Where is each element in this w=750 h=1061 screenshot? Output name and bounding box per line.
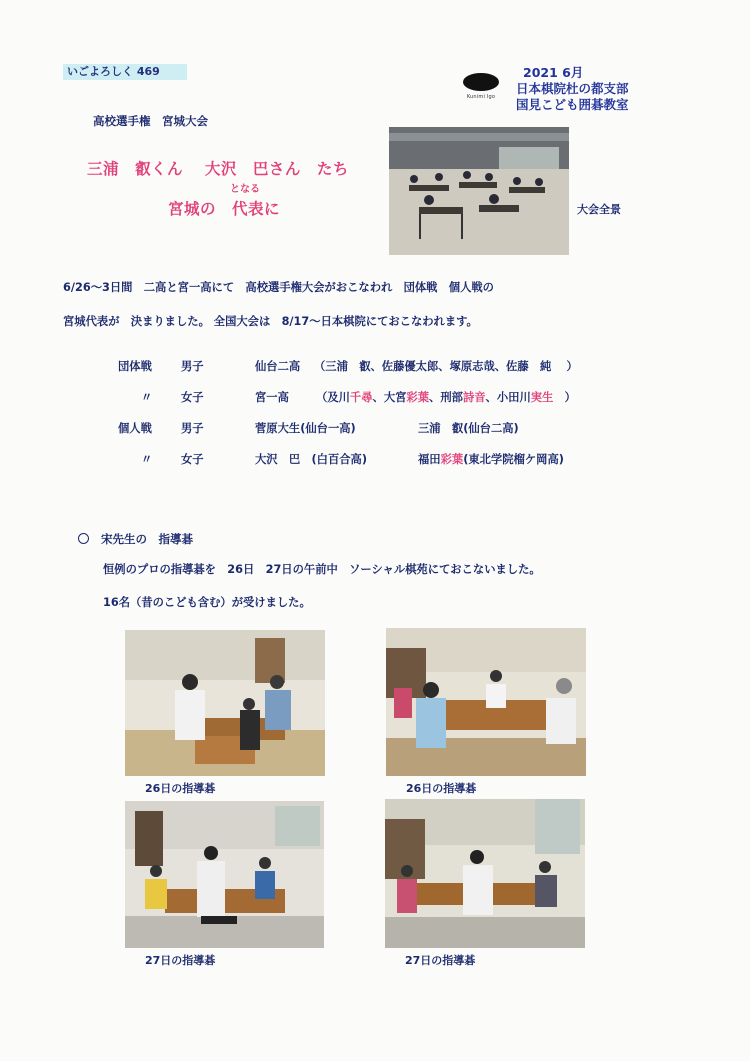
- lesson-photo-4-caption: 27日の指導碁: [405, 954, 476, 967]
- go-stone-icon: [463, 73, 499, 91]
- result-sex: 男子: [181, 360, 204, 373]
- result-cat: 団体戦: [118, 360, 152, 373]
- tournament-photo-caption: 大会全景: [577, 203, 621, 216]
- lesson-photo-3: [125, 801, 324, 948]
- result-cat: 〃: [141, 391, 153, 404]
- circle-bullet-icon: [78, 533, 89, 544]
- logo-text: Kunimi Igo: [466, 94, 496, 100]
- tournament-photo: [389, 127, 569, 255]
- lesson-line-1: 恒例のプロの指導碁を 26日 27日の午前中 ソーシャル棋苑にておこないました。: [103, 563, 541, 576]
- lesson-photo-1: [125, 630, 325, 776]
- lesson-photo-3-caption: 27日の指導碁: [145, 954, 216, 967]
- article-para-1: 6/26～3日間 二高と宮一高にて 高校選手権大会がおこなわれ 団体戦 個人戦の: [63, 281, 494, 294]
- org-classroom: 国見こども囲碁教室: [516, 97, 629, 112]
- result-school: 菅原大生(仙台一高): [255, 422, 356, 435]
- lesson-line-2: 16名（昔のこども含む）が受けました。: [103, 596, 311, 609]
- result-sex: 男子: [181, 422, 204, 435]
- headline-small: となる: [230, 184, 260, 195]
- result-cat: 個人戦: [118, 422, 152, 435]
- result-players: 福田彩葉(東北学院榴ケ岡高): [418, 453, 564, 466]
- result-sex: 女子: [181, 391, 204, 404]
- article-subtitle: 高校選手権 宮城大会: [93, 114, 208, 128]
- headline-names: 三浦 叡くん 大沢 巴さん たち: [87, 160, 349, 178]
- result-school: 大沢 巴 (白百合高): [255, 453, 367, 466]
- result-school: 宮一高: [255, 391, 289, 404]
- lesson-photo-2-caption: 26日の指導碁: [406, 782, 477, 795]
- result-school: 仙台二高: [255, 360, 301, 373]
- lesson-photo-1-caption: 26日の指導碁: [145, 782, 216, 795]
- article-para-2: 宮城代表が 決まりました。 全国大会は 8/17～日本棋院にておこなわれます。: [63, 315, 478, 328]
- result-cat: 〃: [141, 453, 153, 466]
- result-sex: 女子: [181, 453, 204, 466]
- issue-tag: いごよろしく 469: [63, 64, 187, 80]
- result-players: （三浦 叡、佐藤優太郎、塚原志哉、佐藤 純 ）: [314, 360, 578, 373]
- headline-line2: 宮城の 代表に: [168, 200, 281, 218]
- result-players: （及川千尋、大宮彩葉、刑部詩音、小田川実生 ）: [316, 391, 576, 404]
- kunimi-igo-logo: [462, 73, 500, 105]
- org-branch: 日本棋院杜の都支部: [516, 81, 629, 96]
- lesson-photo-4: [385, 799, 585, 948]
- result-players: 三浦 叡(仙台二高): [418, 422, 519, 435]
- issue-date: 2021 6月: [523, 65, 584, 80]
- lesson-section-title: 宋先生の 指導碁: [78, 531, 193, 547]
- lesson-photo-2: [386, 628, 586, 776]
